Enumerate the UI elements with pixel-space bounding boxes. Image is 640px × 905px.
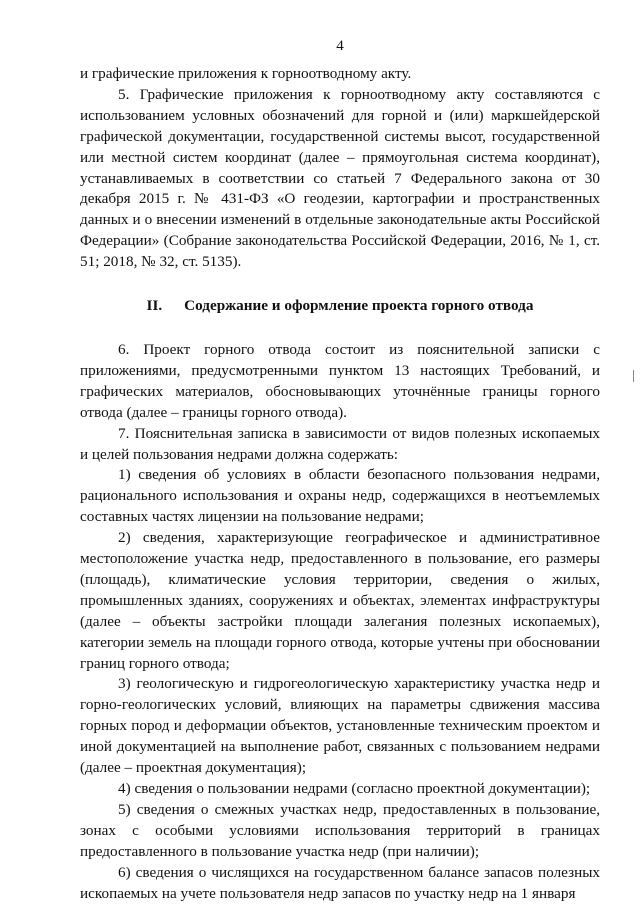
list-item-4: 4) сведения о пользовании недрами (согласно проектной документации); (118, 780, 591, 797)
paragraph-5: 5. Графические приложения к горноотводному акту составляются с использованием условных обозначений для горной и (или) маркшейдерской графической документации, государственной системы высот, государственной или местной систем координат (далее – прямоугольная система координат), устанавливаемых в соответствии со статьей 7 Федерального закона от 30 декабря 2015 г. № 431-ФЗ «О геодезии, картографии и пространственных данных и о внесении изменений в отдельные законодательные акты Российской Федерации» (Собрание законодательства Российской Федерации, 2016, № 1, ст. 51; 2018, № 32, ст. 5135). (80, 85, 600, 271)
scan-artifact (633, 370, 634, 382)
document-body (80, 64, 600, 904)
list-item-2: 2) сведения, характеризующие географическое и административное местоположение участка недр, предоставленного в пользование, его размеры (площадь), климатические условия территории, сведения о жилых, промышленных зданиях, сооружениях и объектах, элементах инфраструктуры (далее – объекты застройки площади залегания полезных ископаемых), категории земель на площади горного отвода, которые учтены при обосновании границ горного отвода; (80, 529, 600, 672)
list-item-5: 5) сведения о смежных участках недр, предоставленных в пользование, зонах с особыми условиями использования территорий в границах предоставленного в пользование участка недр (при наличии); (80, 800, 600, 860)
page-number-text: 4 (336, 38, 344, 54)
section-title: Содержание и оформление проекта горного отвода (184, 297, 534, 315)
paragraph-7: 7. Пояснительная записка в зависимости от видов полезных ископаемых и целей пользования недрами должна содержать: (80, 424, 600, 463)
paragraph-continuation: и графические приложения к горноотводному акту. (80, 65, 412, 82)
section-number: II. (146, 297, 163, 315)
page-number (80, 36, 600, 56)
section-heading (80, 296, 600, 317)
paragraph-6: 6. Проект горного отвода состоит из пояснительной записки с приложениями, предусмотренными пунктом 13 настоящих Требований, и графических материалов, обосновывающих уточнённые границы горного отвода (далее – границы горного отвода). (80, 340, 600, 421)
list-item-3: 3) геологическую и гидрогеологическую характеристику участка недр и горно-геологических условий, влияющих на параметры сдвижения массива горных пород и деформации объектов, установленные техническим проектом и иной документацией на выполнение работ, связанных с пользованием недрами (далее – проектная документация); (80, 675, 600, 777)
list-item-6: 6) сведения о числящихся на государственном балансе запасов полезных ископаемых на учете пользователя недр запасов по участку недр на 1 января (80, 863, 600, 902)
list-item-1: 1) сведения об условиях в области безопасного пользования недрами, рационального использования и охраны недр, содержащихся в неотъемлемых составных частях лицензии на пользование недрами; (80, 466, 600, 526)
